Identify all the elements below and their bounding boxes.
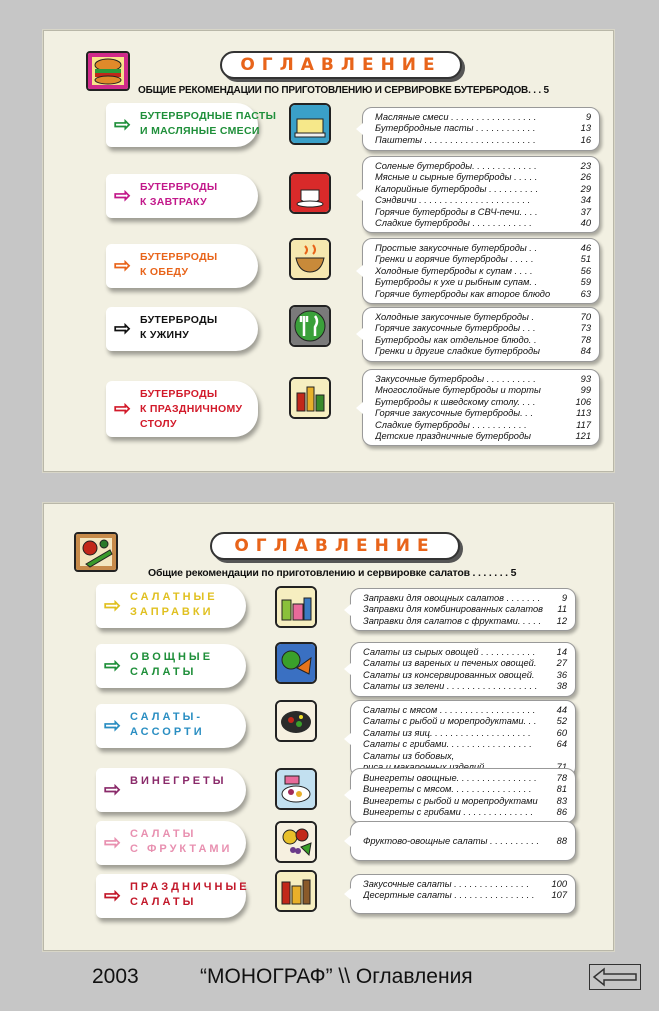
entry-page: 73 [580,323,591,334]
entry-title: Салаты с грибами. . . . . . . . . . . . . . . . . [363,739,532,750]
entry-page: 117 [576,419,591,430]
toc-entry[interactable] [363,890,567,901]
section-tab[interactable] [106,103,277,147]
entry-page: 99 [580,385,591,396]
section-entries [350,700,576,777]
entry-page: 9 [561,593,567,603]
salads-contents-panel [43,503,614,951]
toc-entry[interactable] [375,123,591,134]
entry-title: Фруктово-овощные салаты . . . . . . . . . . [363,835,540,846]
entry-page: 27 [556,658,567,669]
toc-entry[interactable] [363,807,567,818]
section-entries [350,642,576,697]
entry-title: Заправки для салатов с фруктами. . . . . [363,615,542,626]
entry-page: 88 [556,835,567,846]
toc-entry[interactable] [363,593,567,604]
entry-title: Салаты из консервированных овощей. [363,669,535,680]
entry-page: 63 [580,288,591,299]
arrow-icon: ⇨ [104,595,121,617]
entry-title: Салаты с мясом . . . . . . . . . . . . . . . . . . . [363,705,536,715]
arrow-icon: ⇨ [114,255,131,277]
entry-title: Детские праздничные бутерброды [375,431,531,442]
toc-entry[interactable] [363,616,567,627]
section-entries [362,238,600,304]
toc-entry[interactable] [363,739,567,750]
arrow-icon: ⇨ [104,832,121,854]
entry-title: Простые закусочные бутерброды . . [375,243,538,253]
section-label: САЛАТЫ С ФРУКТАМИ [130,828,233,855]
entry-title: Сэндвичи . . . . . . . . . . . . . . . . . . . . . . [375,195,531,206]
section-tab[interactable] [106,174,258,218]
toc-entry[interactable] [375,346,591,357]
entry-title: Горячие закусочные бутерброды. . . [375,408,534,419]
arrow-icon: ⇨ [104,655,121,677]
toc-entry[interactable] [375,323,591,334]
entry-page: 51 [580,254,591,265]
toc-entry[interactable] [363,604,567,615]
section-label: ПРАЗДНИЧНЫЕ САЛАТЫ [130,881,250,908]
arrow-icon: ⇨ [114,318,131,340]
general-recommendations-link[interactable]: ОБЩИЕ РЕКОМЕНДАЦИИ ПО ПРИГОТОВЛЕНИЮ И СЕРВИРОВКЕ БУТЕРБРОДОВ. . . 5 [138,85,549,96]
entry-page: 100 [551,879,567,889]
toc-entry[interactable] [375,135,591,146]
entry-title: Бутерброды как отдельное блюдо. . [375,334,537,345]
toc-entry[interactable] [363,705,567,716]
entry-title: Сладкие бутерброды . . . . . . . . . . . . [375,218,532,229]
entry-page: 86 [556,807,567,818]
toc-entry[interactable] [375,195,591,206]
toc-entry[interactable] [363,670,567,681]
bottles-icon [289,377,331,419]
footer-year: 2003 [92,965,139,988]
entry-title: Бутерброды к шведскому столу. . . . [375,396,536,407]
footer [0,963,659,993]
entry-title: Гренки и другие сладкие бутерброды [375,346,540,357]
section-entries [362,369,600,446]
entry-title: Горячие бутерброды в СВЧ-печи. . . . [375,206,538,217]
arrow-icon: ⇨ [104,885,121,907]
toc-entry[interactable] [375,112,591,123]
toc-entry[interactable] [363,751,567,762]
entry-title: Сладкие бутерброды . . . . . . . . . . . [375,419,527,430]
entry-title: Гренки и горячие бутерброды . . . . . [375,254,534,265]
entry-page: 46 [580,243,591,253]
toc-entry[interactable] [375,397,591,408]
entry-page: 12 [556,615,567,626]
toc-entry[interactable] [363,879,567,890]
toc-entry[interactable] [375,408,591,419]
section-label: БУТЕРБРОДЫ К ЗАВТРАКУ [140,181,218,208]
fork-knife-icon [289,305,331,347]
toc-entry[interactable] [363,647,567,658]
toc-entry[interactable] [363,836,567,847]
fruits-icon [275,821,317,863]
assorted-salad-icon [275,700,317,742]
toc-entry[interactable] [375,172,591,183]
toc-entry[interactable] [375,218,591,229]
arrow-icon: ⇨ [104,715,121,737]
entry-page: 121 [575,431,591,442]
entry-page: 113 [576,408,591,419]
toc-entry[interactable] [375,161,591,172]
general-recommendations-link[interactable]: Общие рекомендации по приготовлению и сервировке салатов . . . . . . . 5 [148,567,517,579]
toc-entry[interactable] [363,716,567,727]
entry-title: Паштеты . . . . . . . . . . . . . . . . . . . . . . [375,134,536,145]
festive-bottles-icon [275,870,317,912]
entry-title: Салаты из сырых овощей . . . . . . . . . . . [363,647,536,657]
entry-page: 13 [580,123,591,134]
section-tab[interactable] [96,584,246,628]
section-tab[interactable] [106,244,258,288]
entry-page: 14 [556,647,567,657]
section-tab[interactable] [96,768,246,812]
entry-page: 38 [556,681,567,692]
entry-page: 107 [551,890,567,901]
entry-page: 64 [556,739,567,750]
entry-title: Масляные смеси . . . . . . . . . . . . . . . . . [375,112,537,122]
entry-title: Холодные бутерброды к супам . . . . [375,265,533,276]
entry-page: 16 [580,134,591,145]
section-tab[interactable] [106,307,258,351]
entry-page: 70 [580,312,591,322]
entry-page: 83 [556,795,567,806]
entry-page: 84 [580,346,591,357]
entry-page: 40 [580,218,591,229]
entry-title: Соленые бутерброды. . . . . . . . . . . . . [375,161,537,171]
footer-publisher: “МОНОГРАФ” \\ Оглавления [200,965,473,988]
toc-entry[interactable] [375,289,591,300]
toc-entry[interactable] [363,784,567,795]
section-entries [362,107,600,151]
entry-page: 78 [580,334,591,345]
section-tab[interactable] [96,704,246,748]
toc-entry[interactable] [375,374,591,385]
entry-page: 106 [575,396,591,407]
toc-entry[interactable] [363,681,567,692]
soup-bowl-icon [289,238,331,280]
entry-title: Десертные салаты . . . . . . . . . . . . . . . . [363,890,535,901]
entry-title: Салаты из бобовых, [363,750,455,761]
vinaigrette-icon [275,768,317,810]
section-entries [350,874,576,914]
toc-entry[interactable] [363,773,567,784]
entry-title: Калорийные бутерброды . . . . . . . . . . [375,183,539,194]
butter-icon [289,103,331,145]
entry-page: 60 [556,727,567,738]
sandwiches-contents-panel [43,30,614,472]
toc-entry[interactable] [375,431,591,442]
entry-page [565,751,567,762]
toc-entry[interactable] [375,312,591,323]
toc-entry[interactable] [375,420,591,431]
toc-entry[interactable] [375,335,591,346]
section-entries [350,768,576,823]
entry-title: Винегреты с мясом. . . . . . . . . . . . . . . . [363,784,532,795]
salad-logo-icon [74,532,118,572]
entry-title: Горячие закусочные бутерброды . . . [375,323,536,334]
entry-page: 44 [556,705,567,715]
entry-title: Салаты из вареных и печеных овощей. [363,658,537,669]
toc-entry[interactable] [375,266,591,277]
entry-title: Закусочные салаты . . . . . . . . . . . . . . . [363,879,530,889]
section-label: БУТЕРБРОДЫ К ОБЕДУ [140,251,218,278]
section-tab[interactable] [96,821,246,865]
entry-title: Заправки для овощных салатов . . . . . . . [363,593,541,603]
entry-page: 59 [580,277,591,288]
entry-title: Винегреты с рыбой и морепродуктами [363,795,538,806]
vegetables-icon [275,642,317,684]
entry-page: 11 [557,604,567,615]
entry-title: Горячие бутерброды как второе блюдо [375,288,551,299]
toc-entry[interactable] [375,243,591,254]
section-label: БУТЕРБРОДЫ К УЖИНУ [140,314,218,341]
section-label: САЛАТНЫЕ ЗАПРАВКИ [130,591,218,618]
entry-page: 78 [556,773,567,783]
arrow-icon: ⇨ [114,185,131,207]
section-entries [350,588,576,631]
toc-entry[interactable] [375,254,591,265]
back-arrow-button[interactable] [589,964,641,990]
page-title: ОГЛАВЛЕНИЕ [210,532,460,560]
section-entries [350,821,576,861]
entry-title: Бутерброды к ухе и рыбным супам. . [375,277,538,288]
entry-page: 23 [580,161,591,171]
page-title: ОГЛАВЛЕНИЕ [220,51,462,79]
toc-entry[interactable] [375,207,591,218]
entry-title: Многослойные бутерброды и торты [375,385,541,396]
entry-page: 29 [580,183,591,194]
entry-page: 34 [580,195,591,206]
toc-entry[interactable] [375,277,591,288]
arrow-icon: ⇨ [104,779,121,801]
toc-entry[interactable] [375,385,591,396]
sandwich-logo-icon [86,51,130,91]
arrow-icon: ⇨ [114,398,131,420]
entry-page: 37 [580,206,591,217]
entry-title: Холодные закусочные бутерброды . [375,312,535,322]
dressing-bottles-icon [275,586,317,628]
section-label: ВИНЕГРЕТЫ [130,775,227,787]
entry-title: Мясные и сырные бутерброды . . . . . [375,172,538,183]
section-label: ОВОЩНЫЕ САЛАТЫ [130,651,214,678]
toc-entry[interactable] [363,728,567,739]
entry-title: Винегреты овощные. . . . . . . . . . . . . . . . [363,773,537,783]
breakfast-cup-icon [289,172,331,214]
toc-entry[interactable] [363,796,567,807]
entry-title: Заправки для комбинированных салатов [363,604,544,615]
entry-title: Салаты из яиц. . . . . . . . . . . . . . . . . . . . [363,727,531,738]
entry-title: Бутербродные пасты . . . . . . . . . . . . [375,123,536,134]
toc-entry[interactable] [375,184,591,195]
entry-page: 52 [556,716,567,727]
section-label: БУТЕРБРОДЫ К ПРАЗДНИЧНОМУ СТОЛУ [140,388,243,430]
entry-page: 81 [556,784,567,795]
entry-page: 26 [580,172,591,183]
entry-title: Закусочные бутерброды . . . . . . . . . . [375,374,536,384]
section-entries [362,156,600,233]
arrow-icon: ⇨ [114,114,131,136]
entry-title: Салаты из зелени . . . . . . . . . . . . . . . . . . [363,681,538,692]
section-tab[interactable] [106,381,258,437]
entry-title: Винегреты с грибами . . . . . . . . . . . . . . [363,807,534,818]
entry-page: 93 [580,374,591,384]
entry-page: 9 [585,112,591,122]
section-tab[interactable] [96,874,250,918]
section-entries [362,307,600,362]
section-label: БУТЕРБРОДНЫЕ ПАСТЫ И МАСЛЯНЫЕ СМЕСИ [140,110,277,137]
section-label: САЛАТЫ- АССОРТИ [130,711,205,738]
section-tab[interactable] [96,644,246,688]
toc-entry[interactable] [363,658,567,669]
entry-title: Салаты с рыбой и морепродуктами. . . [363,716,537,727]
entry-page: 56 [580,265,591,276]
entry-page: 36 [556,669,567,680]
